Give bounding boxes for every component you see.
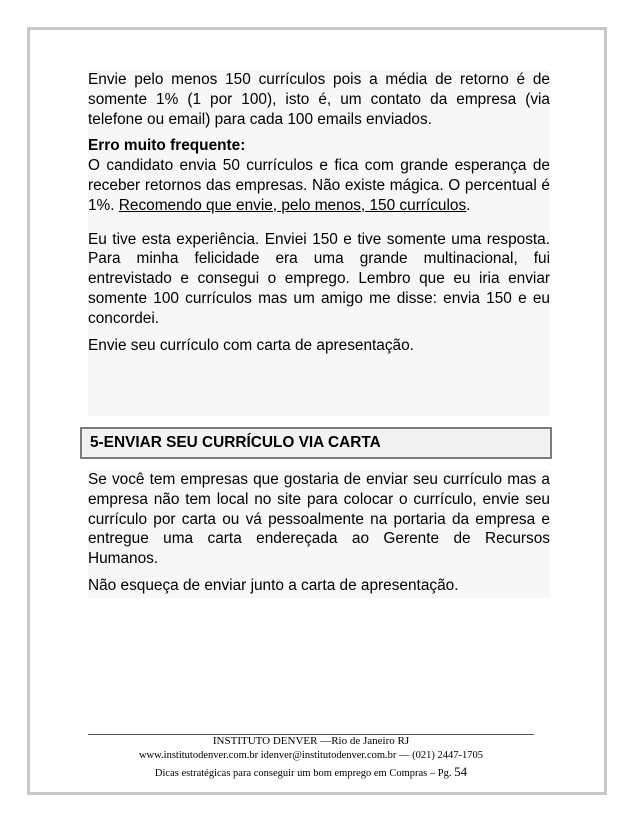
footer-institute: INSTITUTO DENVER —Rio de Janeiro RJ <box>212 735 410 747</box>
text-section-1 <box>88 70 550 416</box>
footer-page-line <box>88 764 534 780</box>
footer-contact: www.institutodenver.com.br idenver@institutodenver.com.br — (021) 2447-1705 <box>138 750 484 761</box>
paragraph-send-150: Envie pelo menos 150 currículos pois a média de retorno é de somente 1% (1 por 100), isto é, um contato da empresa (via telefone ou email) para cada 100 emails enviados. <box>88 71 550 128</box>
page-number: 54 <box>454 764 468 779</box>
paragraph-send-by-mail: Se você tem empresas que gostaria de enviar seu currículo mas a empresa não tem local no site para colocar o currículo, envie seu currículo por carta ou vá pessoalmente na portaria da empresa e entregue uma carta endereçada ao Gerente de Recursos Humanos. <box>88 471 550 568</box>
frequent-error-text: O candidato envia 50 currículos e fica com grande esperança de receber retornos das empresas. Não existe mágica. O percentual é 1%. <box>88 157 550 214</box>
footer-title: Dicas estratégicas para conseguir um bom emprego em Compras – Pg. <box>154 768 452 779</box>
frequent-error-end: . <box>466 196 471 214</box>
frequent-error-title: Erro muito frequente: <box>88 137 246 155</box>
paragraph-experience: Eu tive esta experiência. Enviei 150 e tive somente uma resposta. Para minha felicidade era uma grande multinacional, fui entrevistado e consegui o emprego. Lembro que eu iria enviar somente 100 currículos mas um amigo me disse: envia 150 e eu concordei. <box>88 230 550 327</box>
paragraph-frequent-error <box>88 136 550 215</box>
recommendation-underlined: Recomendo que envie, pelo menos, 150 currículos <box>118 196 467 214</box>
text-section-2 <box>88 470 550 598</box>
paragraph-dont-forget: Não esqueça de enviar junto a carta de apresentação. <box>88 576 459 594</box>
paragraph-cover-letter: Envie seu currículo com carta de apresentação. <box>88 336 414 354</box>
section-heading: 5-ENVIAR SEU CURRÍCULO VIA CARTA <box>80 427 552 459</box>
